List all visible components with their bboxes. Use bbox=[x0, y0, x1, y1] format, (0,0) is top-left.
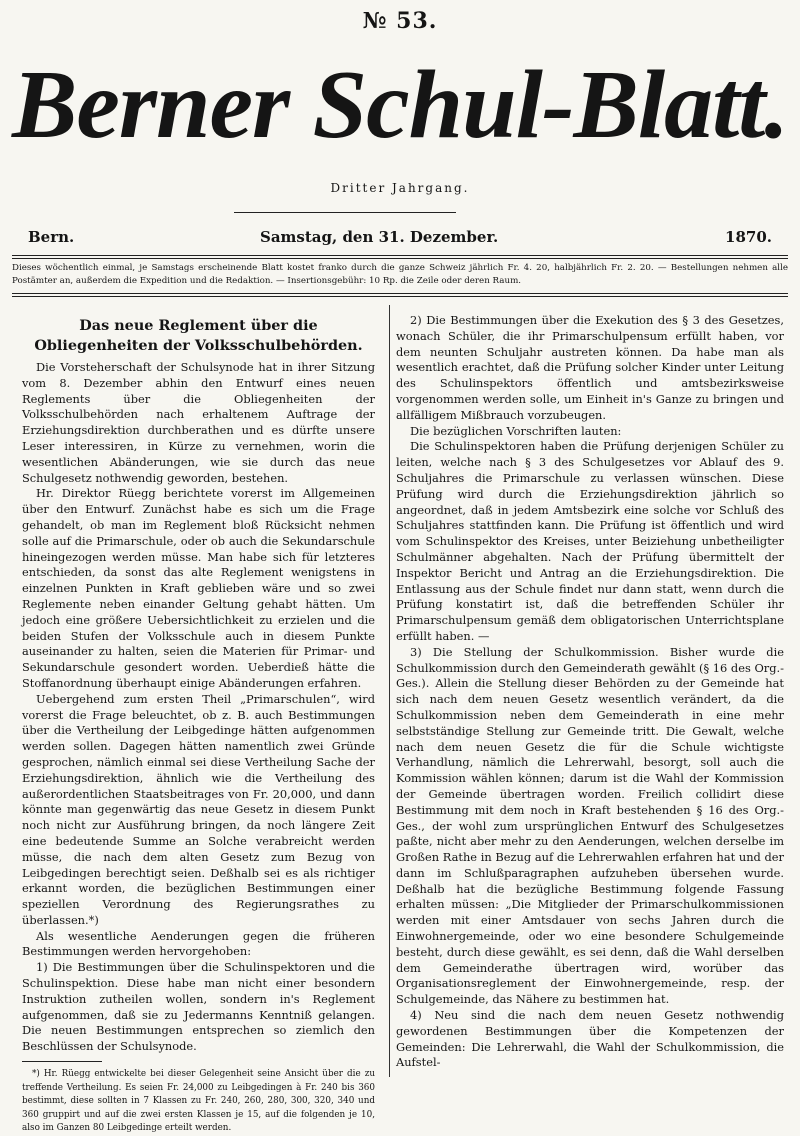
dateline-date: Samstag, den 31. Dezember. bbox=[260, 228, 499, 246]
dateline bbox=[28, 228, 772, 248]
masthead-divider bbox=[234, 212, 456, 213]
header-rule bbox=[12, 293, 788, 294]
column-divider bbox=[389, 305, 390, 1077]
article-paragraph: Hr. Direktor Rüegg berichtete vorerst im Allgemeinen über den Entwurf. Zunächst habe es sich um die Frage gehandelt, ob man im Reglement bloß Rücksicht nehmen solle auf die Primarschule, oder ob auch die Sekundarschule hineingezogen werden müsse. Man habe sich für letzteres entschieden, da sonst das alte Reglement wenigstens in einzelnen Punkten in Kraft geblieben wäre und so zwei Reglemente neben einander Geltung gehabt hätten. Um jedoch eine größere Uebersichtlichkeit zu erzielen und die beiden Stufen der Volksschule auch in diesem Punkte auseinander zu halten, seien die Materien für Primar- und Sekundarschule gesondert worden. Ueberdieß hätte die Stoffanordnung überhaupt einige Abänderungen erfahren. bbox=[22, 486, 375, 690]
article-paragraph: Die Vorsteherschaft der Schulsynode hat in ihrer Sitzung vom 8. Dezember abhin den Entwurf eines neuen Reglements über die Obliegenheiten der Volksschulbehörden nach erhaltenem Auftrage der Erziehungsdirektion durchberathen und es dürfte unsere Leser interessiren, in Kürze zu vernehmen, worin die wesentlichen Abänderungen, wie sie durch das neue Schulgesetz nothwendig geworden, bestehen. bbox=[22, 360, 375, 485]
header-rule bbox=[12, 255, 788, 256]
footnote: *) Hr. Rüegg entwickelte bei dieser Gelegenheit seine Ansicht über die zu treffende Vertheilung. Es seien Fr. 24,000 zu Leibgedingen à Fr. 240 bis 360 bestimmt, diese sollten in 7 Klassen zu Fr. 240, 260, 280, 300, 320, 340 und 360 gruppirt und auf die zwei ersten Klassen je 15, auf die folgenden je 10, also im Ganzen 80 Leibgedinge erteilt werden. bbox=[22, 1069, 375, 1134]
article-paragraph: Die Schulinspektoren haben die Prüfung derjenigen Schüler zu leiten, welche nach § 3 des Schulgesetzes vor Ablauf des 9. Schuljahres die Primarschule zu verlassen wünschen. Diese Prüfung wird durch die Erziehungsdirektion jährlich so angeordnet, daß in jedem Amtsbezirk eine solche vor Schluß des Schuljahres stattfinden kann. Die Prüfung ist öffentlich und wird vom Schulinspektor des Kreises, unter Beiziehung unbetheiligter Schulmänner abgehalten. Nach der Prüfung übermittelt der Inspektor Bericht und Antrag an die Erziehungsdirektion. Die Entlassung aus der Schule findet nur dann statt, wenn durch die Prüfung konstatirt ist, daß die betreffenden Schüler ihr Primarschulpensum gemäß dem obligatorischen Unterrichtsplane erfüllt haben. — bbox=[396, 439, 784, 643]
article-paragraph: Uebergehend zum ersten Theil „Primarschulen“, wird vorerst die Frage beleuchtet, ob z. B. auch Bestimmungen über die Vertheilung der Leibgedinge hätten aufgenommen werden sollen. Dagegen hätten namentlich zwei Gründe gesprochen, nämlich einmal sei diese Vertheilung Sache der Erziehungsdirektion, ähnlich wie die Vertheilung des außerordentlichen Staatsbeitrages von Fr. 20,000, und dann könnte man gegenwärtig das neue Gesetz in diesem Punkt noch nicht zur Ausführung bringen, da noch längere Zeit eine bedeutende Summe an Solche verabreicht werden müsse, die nach dem alten Gesetz zum Bezug von Leibgedingen berechtigt seien. Deßhalb sei es als richtiger erkannt worden, die bezüglichen Bestimmungen einer speziellen Verordnung des Regierungsrathes zu überlassen.*) bbox=[22, 691, 375, 927]
article-column-right bbox=[396, 313, 784, 1071]
volume-line: Dritter Jahrgang. bbox=[330, 181, 470, 195]
header-rule bbox=[12, 296, 788, 297]
dateline-place: Bern. bbox=[28, 228, 75, 246]
issue-number: № 53. bbox=[362, 8, 438, 34]
article-paragraph: 3) Die Stellung der Schulkommission. Bisher wurde die Schulkommission durch den Gemeinderath gewählt (§ 16 des Org.-Ges.). Allein die Stellung dieser Behörden zu der Gemeinde hat sich nach dem neuen Gesetz wesentlich verändert, da die Schulkommission neben dem Gemeinderath in eine mehr selbstständige Stellung zur Gemeinde tritt. Die Gewalt, welche nach dem neuen Gesetz die für die Schule wichtigste Verhandlung, nämlich die Lehrerwahl, besorgt, soll auch die Kommission wählen können; darum ist die Wahl der Kommission der Gemeinde übertragen worden. Freilich collidirt diese Bestimmung mit dem noch in Kraft bestehenden § 16 des Org.-Ges., der wohl zum ursprünglichen Entwurf des Schulgesetzes paßte, nicht aber mehr zu den Aenderungen, welchen derselbe im Großen Rathe in Bezug auf die Lehrerwahlen erfahren hat und der dann im Schlußparagraphen aufzuheben übersehen wurde. Deßhalb hat die bezügliche Bestimmung folgende Fassung erhalten müssen: „Die Mitglieder der Primarschulkommissionen werden mit einer Amtsdauer von sechs Jahren durch die Einwohnergemeinde, oder wo eine besondere Schulgemeinde besteht, durch diese gewählt, es sei denn, daß die Wahl derselben dem Gemeinderathe übertragen wird, worüber das Organisationsreglement der Einwohnergemeinde, resp. der Schulgemeinde, das Nähere zu bestimmen hat. bbox=[396, 644, 784, 1007]
article-column-left bbox=[22, 316, 375, 1136]
newspaper-title: Berner Schul-Blatt. bbox=[11, 51, 789, 159]
article-paragraph: Als wesentliche Aenderungen gegen die früheren Bestimmungen werden hervorgehoben: bbox=[22, 928, 375, 959]
footnote-rule bbox=[22, 1061, 102, 1062]
subscription-notice: Dieses wöchentlich einmal, je Samstags erscheinende Blatt kostet franko durch die ganze Schweiz jährlich Fr. 4. 20, halbjährlich Fr. 2. 20. — Bestellungen nehmen alle Postämter an, außerdem die Expedition und die Redaktion. — Insertionsgebühr: 10 Rp. die Zeile oder deren Raum. bbox=[12, 263, 788, 286]
article-paragraph: Die bezüglichen Vorschriften lauten: bbox=[410, 423, 622, 438]
article-heading: Das neue Reglement über die Obliegenheiten der Volksschulbehörden. bbox=[34, 317, 363, 354]
article-paragraph: 4) Neu sind die nach dem neuen Gesetz nothwendig gewordenen Bestimmungen über die Kompetenzen der Gemeinden: Die Lehrerwahl, die Wahl der Schulkommission, die Aufstel- bbox=[396, 1008, 784, 1070]
header-rule bbox=[12, 258, 788, 259]
article-paragraph: 1) Die Bestimmungen über die Schulinspektoren und die Schulinspektion. Diese habe man nicht einer besondern Instruktion zutheilen wollen, sondern in's Reglement aufgenommen, daß sie zu Jedermanns Kenntniß gelangen. Die neuen Bestimmungen entsprechen so ziemlich den Beschlüssen der Schulsynode. bbox=[22, 960, 375, 1054]
dateline-year: 1870. bbox=[725, 228, 772, 246]
article-paragraph: 2) Die Bestimmungen über die Exekution des § 3 des Gesetzes, wonach Schüler, die ihr Primarschulpensum erfüllt haben, vor dem neunten Schuljahr austreten können. Da habe man als wesentlich erachtet, daß die Prüfung solcher Kinder unter Leitung des Schulinspektors öffentlich und amtsbezirksweise vorgenommen werden solle, um Einheit in's Ganze zu bringen und allfälligem Mißbrauch vorzubeugen. bbox=[396, 313, 784, 422]
